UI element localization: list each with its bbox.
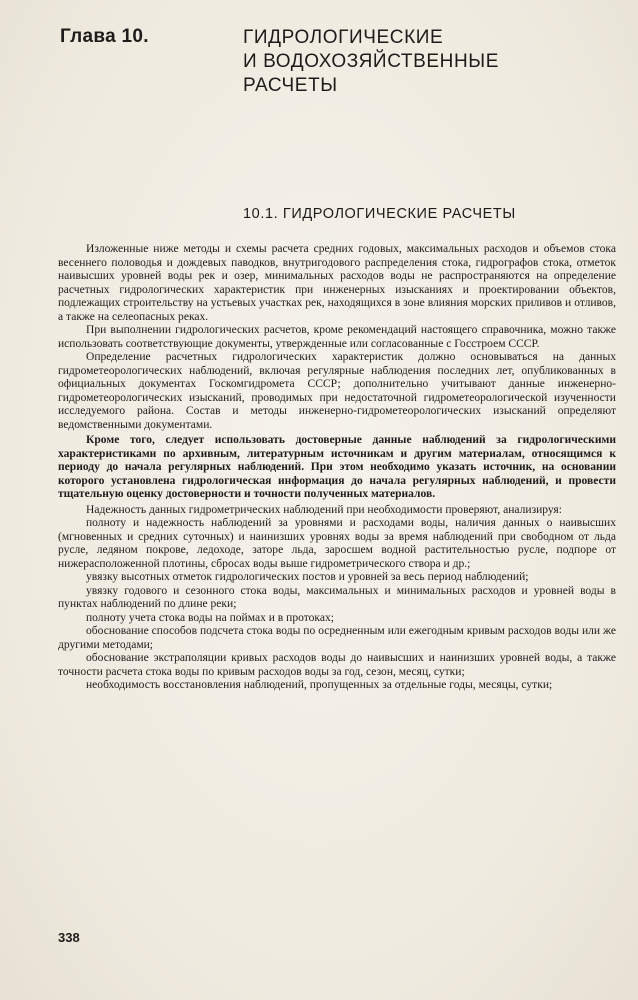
paragraph: Надежность данных гидрометрических наблюдений при необходимости проверяют, анализируя: (86, 503, 562, 516)
paragraph: Определение расчетных гидрологических характеристик должно основываться на данных гидрометеорологических наблюдений, включая регулярные наблюдения последних лет, опубликованных в официальных документах Госкомгидромета СССР; дополнительно учитывают данные инженерно-гидрометеорологических изысканий, проводимых при недостаточной гидрометеорологической изученности исследуемого района. Состав и методы инженерно-гидрометеорологических изысканий определяют ведомственными документами. (58, 351, 616, 431)
list-item: увязку высотных отметок гидрологических постов и уровней за весь период наблюдений; (86, 571, 529, 583)
paragraph: Кроме того, следует использовать достоверные данные наблюдений за гидрологическими характеристиками по архивным, литературным источникам и другим материалам, относящимся к периоду до начала регулярных наблюдений. При этом необходимо указать источник, на основании которого установлена гидрологическая информация до начала регулярных наблюдений, и провести тщательную оценку достоверности и точности полученных материалов. (58, 434, 616, 500)
chapter-title-line: ГИДРОЛОГИЧЕСКИЕ (243, 27, 444, 48)
chapter-title-line: И ВОДОХОЗЯЙСТВЕННЫЕ (243, 51, 499, 72)
list-item: увязку годового и сезонного стока воды, максимальных и минимальных расходов и уровней воды в пунктах наблюдений по длине реки; (58, 584, 616, 610)
list-item: необходимость восстановления наблюдений, пропущенных за отдельные годы, месяцы, сутки; (86, 679, 553, 691)
list-item: полноту учета стока воды на поймах и в протоках; (86, 611, 334, 624)
section-title: 10.1. ГИДРОЛОГИЧЕСКИЕ РАСЧЕТЫ (243, 206, 516, 222)
paragraph: При выполнении гидрологических расчетов, кроме рекомендаций настоящего справочника, можно также использовать соответствующие документы, утвержденные или согласованные с Госстроем СССР. (58, 324, 616, 350)
list-item: полноту и надежность наблюдений за уровнями и расходами воды, наличия данных о наивысших (мгновенных и средних суточных) и наинизших уровнях воды за время наблюдений при свободном от льда русле, ледяном покрове, ледоходе, заторе льда, заросшем водной растительностью русле, подпоре от нижерасположенной плотины, сбросах воды выше гидрометрического створа и др.; (58, 517, 616, 570)
chapter-title-line: РАСЧЕТЫ (243, 75, 338, 96)
chapter-label: Глава 10. (60, 26, 149, 47)
chapter-title (243, 26, 573, 98)
body-text (58, 243, 616, 693)
paragraph: Изложенные ниже методы и схемы расчета средних годовых, максимальных расходов и объемов стока весеннего половодья и дождевых паводков, внутригодового распределения стока, гидрографов стока, отметок наивысших уровней воды рек и озер, минимальных расходов воды не распространяются на определение расчетных гидрологических характеристик при инженерных изысканиях и проектировании объектов, подлежащих строительству на устьевых участках рек, находящихся в зоне влияния морских приливов и отливов, а также на селеопасных реках. (58, 243, 616, 323)
list-item: обоснование экстраполяции кривых расходов воды до наивысших и наинизших уровней воды, а также точности расчета стока воды по кривым расходов воды за год, сезон, месяц, сутки; (58, 652, 616, 678)
list-item: обоснование способов подсчета стока воды по осредненным или ежегодным кривым расходов воды или же другими методами; (58, 625, 616, 651)
page-number: 338 (58, 930, 80, 945)
